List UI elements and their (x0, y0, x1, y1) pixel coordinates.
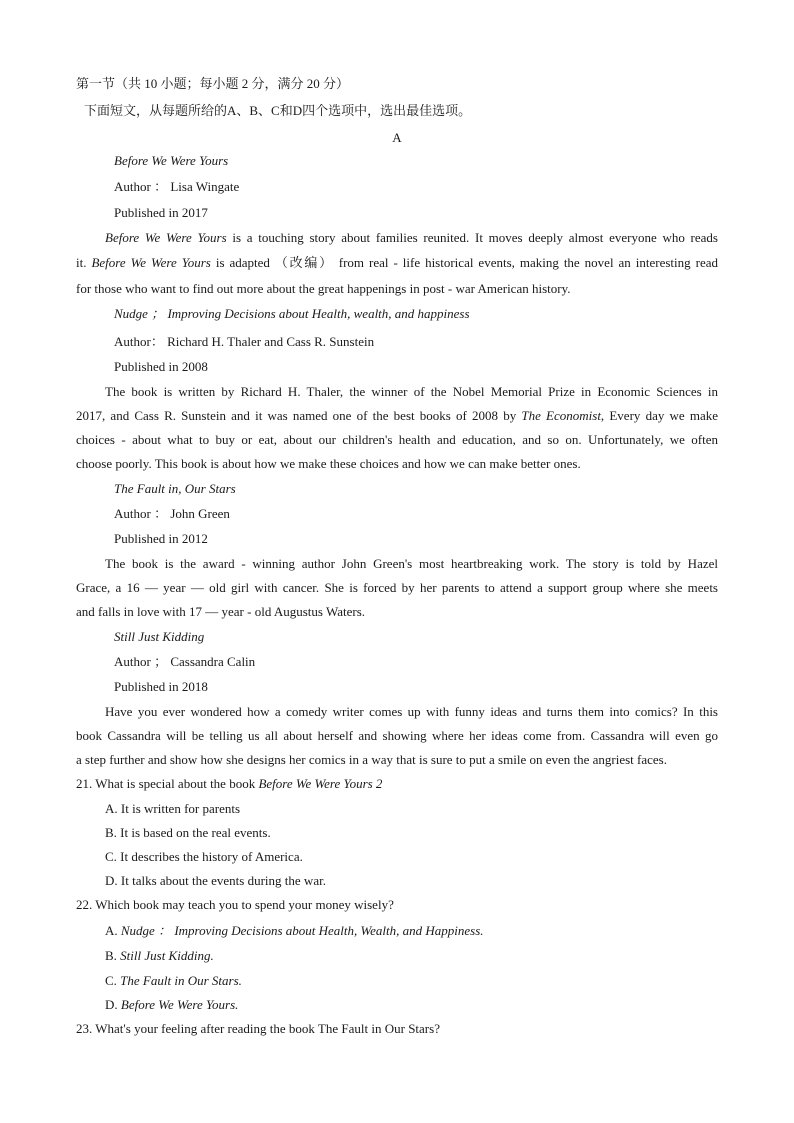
italic-text: Before We Were Yours. (120, 997, 239, 1012)
text-run: book Cassandra will be telling us all about herself and showing where her ideas come from. Cassandra will even go (76, 728, 718, 743)
answer-option (105, 996, 238, 1014)
text-run: Published in 2018 (114, 679, 208, 694)
book-description-line (76, 455, 718, 473)
text-run: 21. What is special about the book (76, 776, 259, 791)
book-author (114, 505, 230, 523)
book-description-line (76, 280, 718, 298)
answer-option (105, 947, 214, 965)
text-run: Have you ever wondered how a comedy writer comes up with funny ideas and turns them into comics? In this (105, 704, 718, 719)
answer-option (105, 848, 303, 866)
text-run: Published in 2008 (114, 359, 208, 374)
italic-text: The Fault in Our Stars. (120, 973, 242, 988)
book-description-line (105, 229, 718, 247)
text-run: Author ： John Green (114, 506, 230, 521)
answer-option (105, 922, 484, 940)
italic-text: Nudge ； Improving Decisions about Health, wealth, and happiness (114, 306, 470, 321)
text-run: Published in 2017 (114, 205, 208, 220)
italic-text: Still Just Kidding (114, 629, 205, 644)
text-run: C. (105, 973, 121, 988)
text-run: Author ； Cassandra Calin (114, 654, 256, 669)
book-author (114, 178, 239, 196)
text-run: for those who want to find out more about the great happenings in post - war American history. (76, 281, 571, 296)
book-description-line (76, 254, 718, 272)
book-title (114, 480, 236, 498)
book-description-line (76, 603, 718, 621)
text-run: and falls in love with 17 — year - old Augustus Waters. (76, 604, 366, 619)
text-run: is adapted （改编） from real - life historical events, making the novel an interesting read (210, 255, 719, 270)
book-title (114, 152, 228, 170)
italic-text: Before We Were Yours (91, 255, 211, 270)
text-run: choices - about what to buy or eat, about our children's health and education, and so on. Unfortunately, we often (76, 432, 718, 447)
text-run: The book is written by Richard H. Thaler, the winner of the Nobel Memorial Prize in Economic Sciences in (105, 384, 718, 399)
text-run: 22. Which book may teach you to spend your money wisely? (76, 897, 394, 912)
answer-option (105, 800, 240, 818)
text-run: Grace, a 16 — year — old girl with cancer. She is forced by her parents to attend a support group where she meets (76, 580, 718, 595)
book-published (114, 678, 208, 696)
italic-text: Before We Were Yours (114, 153, 229, 168)
text-run: Published in 2012 (114, 531, 208, 546)
answer-option (105, 872, 326, 890)
section-title: 第一节（共 10 小题；每小题 2 分，满分 20 分） (76, 76, 350, 91)
text-run: a step further and show how she designs her comics in a way that is sure to put a smile on even the angriest faces. (76, 752, 667, 767)
text-run: C. It describes the history of America. (105, 849, 303, 864)
book-description-line (76, 579, 718, 597)
book-description-line (76, 431, 718, 449)
book-description-line (105, 703, 718, 721)
book-description-line (76, 727, 718, 745)
text-run: D. (105, 997, 121, 1012)
book-author (114, 653, 255, 671)
question-stem (76, 1020, 440, 1038)
text-run: D. It talks about the events during the war. (105, 873, 326, 888)
italic-text: Before We Were Yours 2 (258, 776, 383, 791)
text-run: B. It is based on the real events. (105, 825, 271, 840)
passage-label: A (392, 130, 402, 145)
italic-text: The Fault in, Our Stars (114, 481, 236, 496)
book-description-line (105, 555, 718, 573)
instruction-text: 下面短文，从每题所给的A、B、C和D四个选项中，选出最佳选项。 (84, 103, 472, 118)
book-description-line (76, 751, 718, 769)
text-run: A. (105, 923, 121, 938)
book-published (114, 204, 208, 222)
book-title (114, 305, 470, 323)
answer-option (105, 972, 242, 990)
text-run: The book is the award - winning author John Green's most heartbreaking work. The story is told by Hazel (105, 556, 718, 571)
question-stem (76, 896, 394, 914)
book-published (114, 530, 208, 548)
book-description-line (76, 407, 718, 425)
italic-text: Before We Were Yours (105, 230, 227, 245)
text-run: it. (76, 255, 92, 270)
text-run: is a touching story about families reunited. It moves deeply almost everyone who reads (226, 230, 718, 245)
text-run: Every day we make (604, 408, 718, 423)
text-run: Author ： Lisa Wingate (114, 179, 240, 194)
answer-option (105, 824, 271, 842)
question-stem (76, 775, 382, 793)
italic-text: Nudge ： Improving Decisions about Health, Wealth, and Happiness. (120, 923, 484, 938)
italic-text: Still Just Kidding. (120, 948, 214, 963)
text-run: 2017, and Cass R. Sunstein and it was named one of the best books of 2008 by (76, 408, 522, 423)
text-run: choose poorly. This book is about how we make these choices and how we can make better ones. (76, 456, 581, 471)
book-published (114, 358, 208, 376)
book-title (114, 628, 204, 646)
book-description-line (105, 383, 718, 401)
italic-text: The Economist, (521, 408, 605, 423)
text-run: Author： Richard H. Thaler and Cass R. Sunstein (114, 334, 375, 349)
text-run: 23. What's your feeling after reading the book The Fault in Our Stars? (76, 1021, 440, 1036)
text-run: B. (105, 948, 121, 963)
text-run: A. It is written for parents (105, 801, 241, 816)
book-author (114, 333, 374, 351)
